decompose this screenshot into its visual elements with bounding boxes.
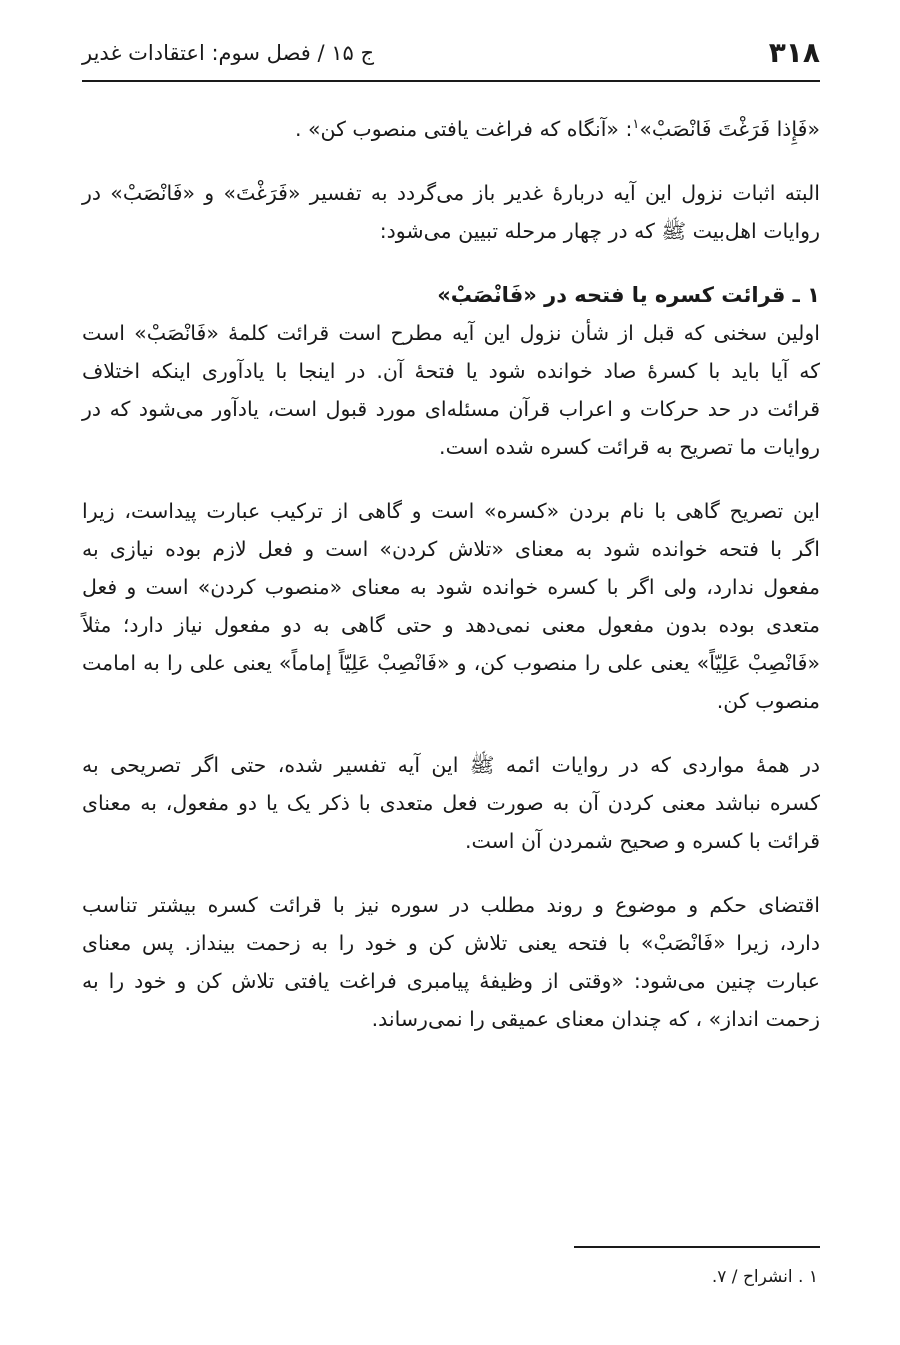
header-rule [82, 80, 820, 82]
paragraph [82, 746, 820, 860]
paragraph-line: روایات اهل‌بیت ﷺ که در چهار مرحله تبیین می‌شود: [379, 219, 820, 243]
paragraph [82, 174, 820, 250]
paragraph-line: کسره نباشد معنی کردن آن به صورت فعل متعدی با ذکر یک یا دو مفعول، به معنای [82, 791, 820, 815]
paragraph-line: قرائت با کسره و صحیح شمردن آن است. [464, 829, 820, 853]
paragraph [82, 492, 820, 720]
footnote-ref: ۱ [632, 117, 640, 133]
verse-text: «فَإِذا فَرَغْتَ فَانْصَبْ» [639, 117, 820, 141]
paragraph [82, 886, 820, 1038]
section-heading: ۱ ـ قرائت کسره یا فتحه در «فَانْصَبْ» [437, 283, 820, 307]
paragraph-line: دارد، زیرا «فَانْصَبْ» با فتحه یعنی تلاش کن و خود را به زحمت بینداز. پس معنای [82, 931, 820, 955]
footnote-rule [574, 1246, 820, 1248]
page-header [82, 36, 820, 82]
paragraph-line: عبارت چنین می‌شود: «وقتی از وظیفهٔ پیامبری فراغت یافتی تلاش کن و خود را به [82, 969, 820, 993]
verse-line [82, 110, 820, 148]
paragraph [82, 314, 820, 466]
paragraph-line: منصوب کن. [716, 689, 820, 713]
page-body [82, 110, 820, 1038]
paragraph-line: که آیا باید با کسرهٔ صاد خوانده شود یا فتحهٔ آن. در اینجا با یادآوری اینکه اختلاف [82, 359, 820, 383]
paragraph-line: متعدی بوده بدون مفعول معنی نمی‌دهد و حتی گاهی به دو مفعول نیاز دارد؛ مثلاً [82, 613, 820, 637]
footnote: ۱ . انشراح / ۷. [711, 1267, 818, 1287]
running-title: ج ۱۵ / فصل سوم: اعتقادات غدیر [82, 41, 375, 65]
verse-translation: : «آنگاه که فراغت یافتی منصوب کن» . [294, 117, 633, 141]
paragraph-line: روایات ما تصریح به قرائت کسره شده است. [439, 435, 820, 459]
paragraph-line: البته اثبات نزول این آیه دربارهٔ غدیر باز می‌گردد به تفسیر «فَرَغْتَ» و «فَانْصَبْ» در [82, 181, 820, 205]
paragraph-line: «فَانْصِبْ عَلِیّاً» یعنی علی را منصوب کن، و «فَانْصِبْ عَلِیّاً إماماً» یعنی علی را به امامت [82, 651, 820, 675]
paragraph-line: این تصریح گاهی با نام بردن «کسره» است و گاهی از ترکیب عبارت پیداست، زیرا [82, 499, 820, 523]
paragraph-line: اقتضای حکم و موضوع و روند مطلب در سوره نیز با قرائت کسره بیشتر تناسب [82, 893, 820, 917]
paragraph-line: قرائت در حد حرکات و اعراب قرآن مسئله‌ای مورد قبول است، یادآور می‌شود که در [82, 397, 820, 421]
paragraph-line: اولین سخنی که قبل از شأن نزول این آیه مطرح است قرائت کلمهٔ «فَانْصَبْ» است [82, 321, 820, 345]
paragraph-line: مفعول ندارد، ولی اگر با کسره خوانده شود به معنای «منصوب کردن» است و فعل [82, 575, 820, 599]
paragraph-line: زحمت انداز» ، که چندان معنای عمیقی را نمی‌رساند. [371, 1007, 820, 1031]
page-number: ۳۱۸ [768, 36, 820, 69]
paragraph-line: در همهٔ مواردی که در روایات ائمه ﷺ این آیه تفسیر شده، حتی اگر تصریحی به [82, 753, 820, 777]
paragraph-line: اگر با فتحه خوانده شود به معنای «تلاش کردن» است و فعل لازم بوده نیازی به [82, 537, 820, 561]
